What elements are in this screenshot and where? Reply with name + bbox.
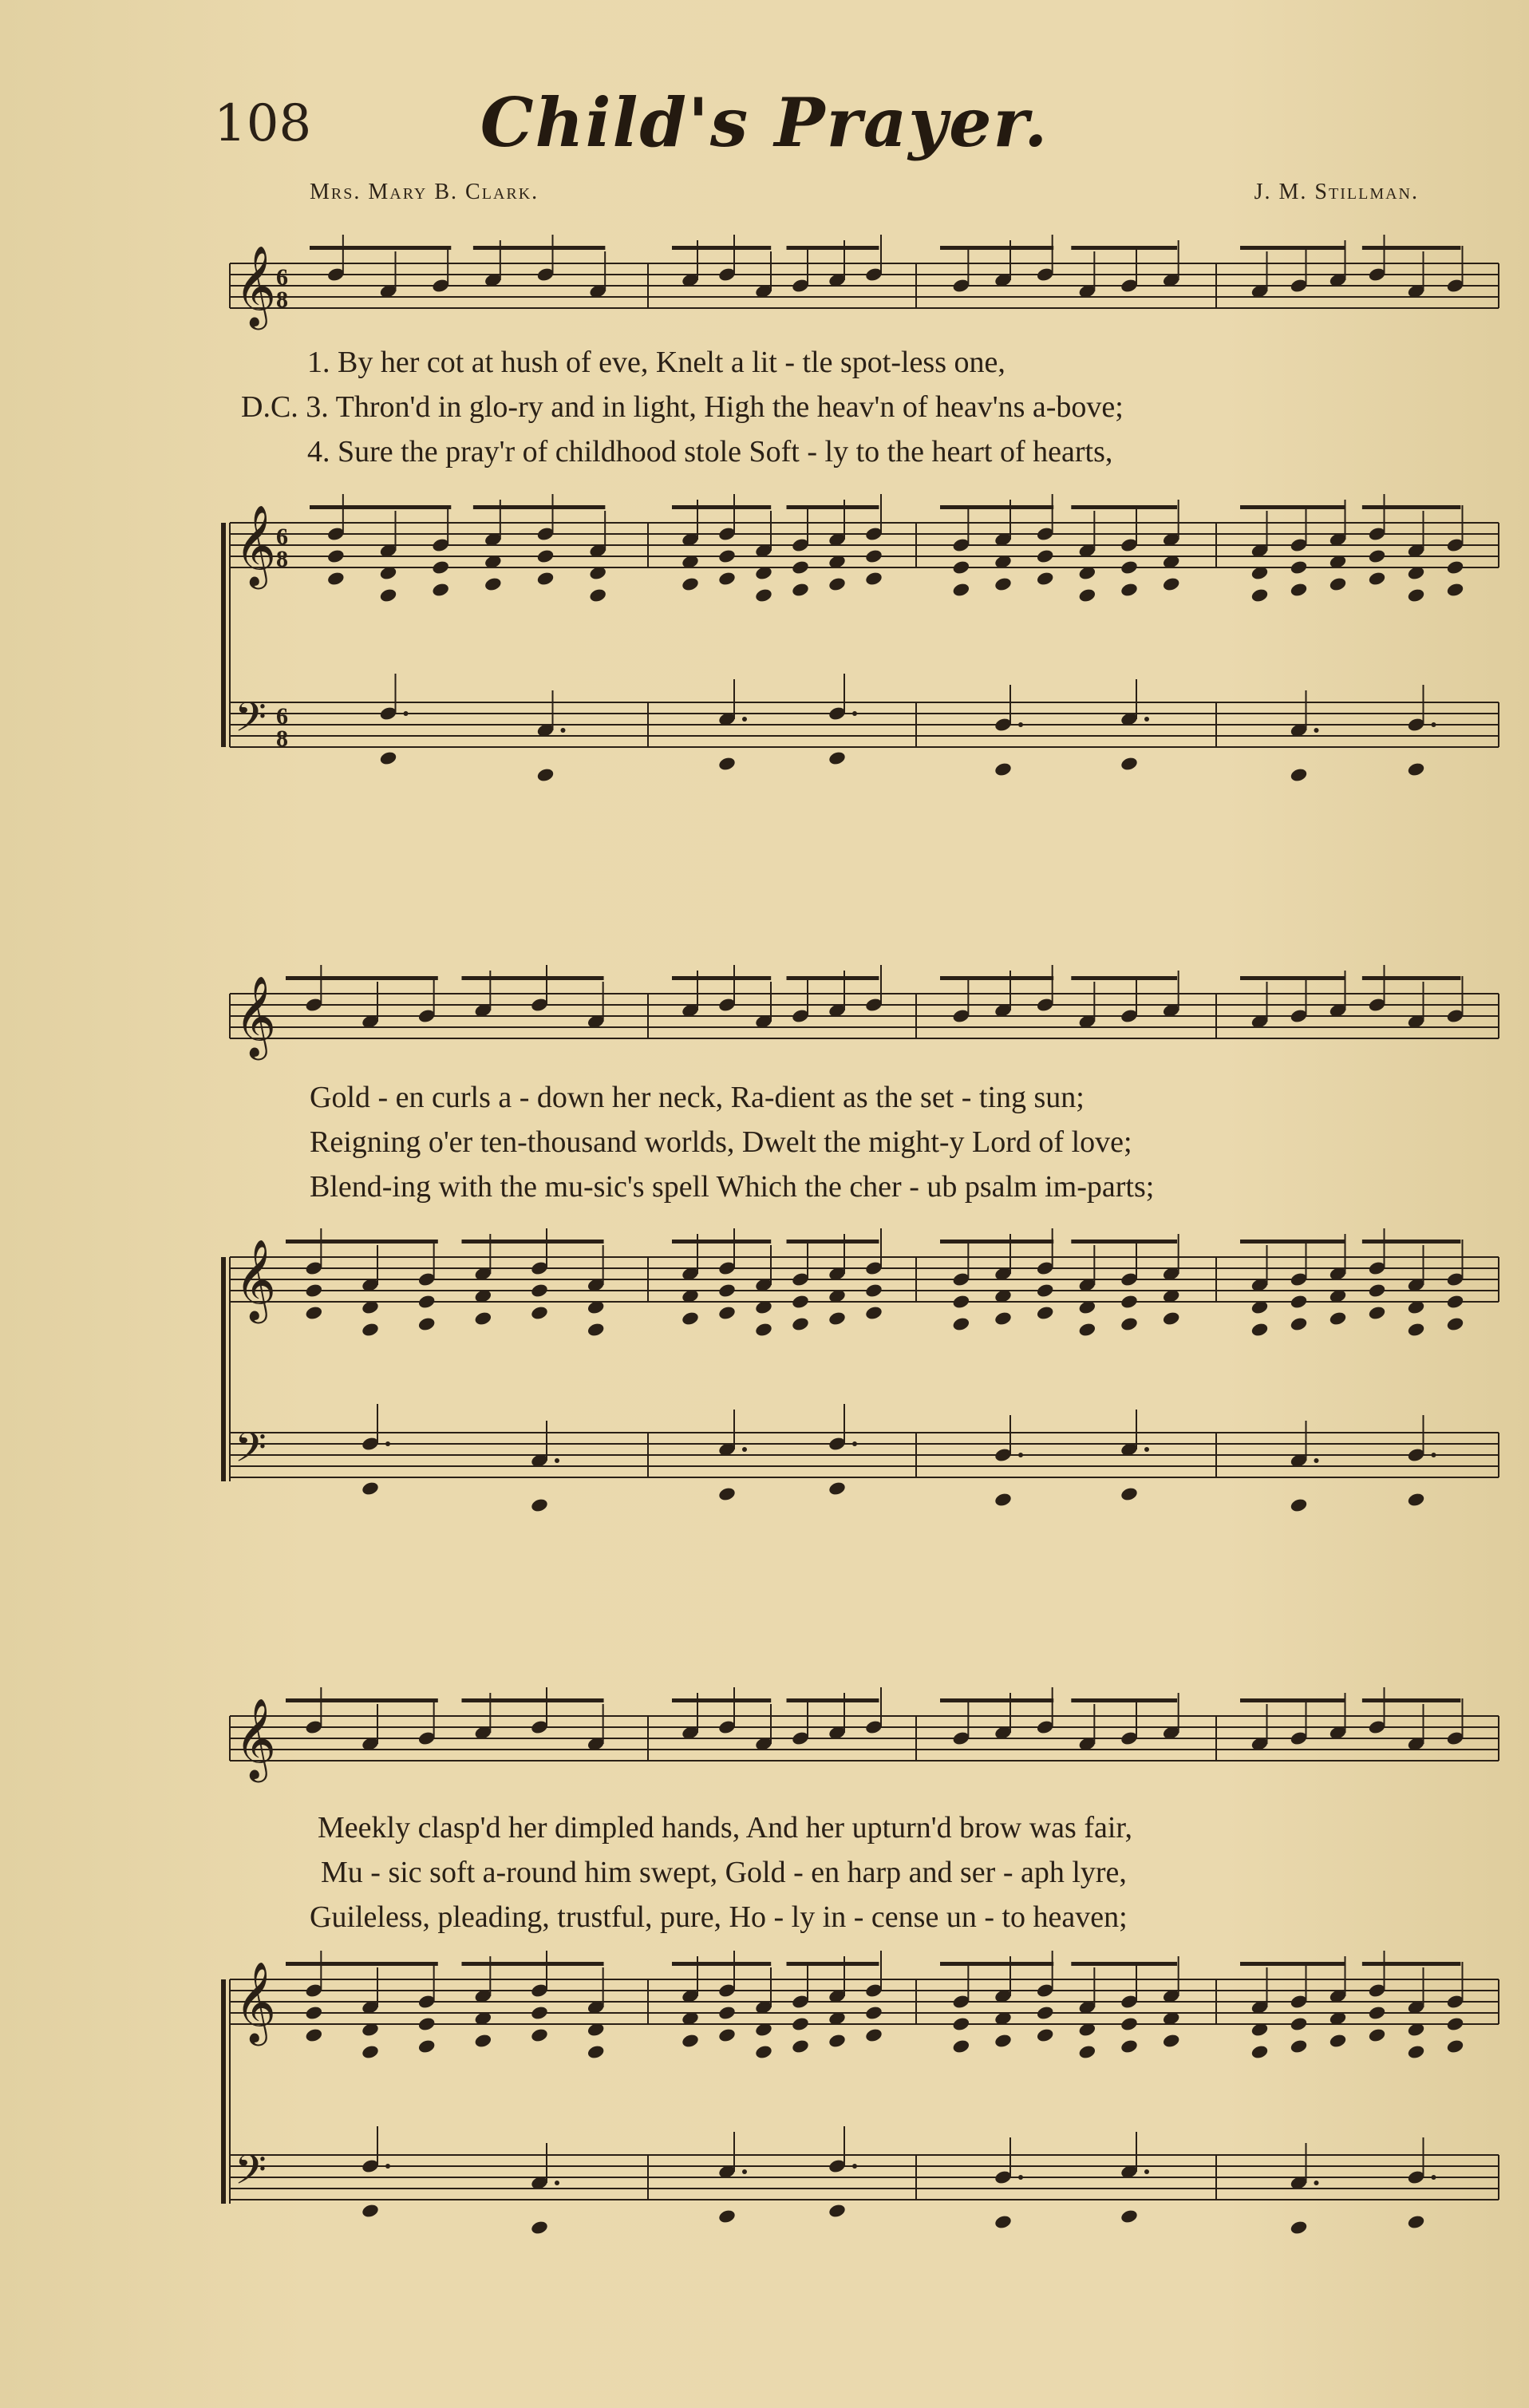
lyric-verse-1: Meekly clasp'd her dimpled hands, And her upturn'd brow was fair, bbox=[318, 1811, 1133, 1845]
time-signature-bottom: 8 bbox=[276, 546, 288, 572]
system-2-melody-staff bbox=[0, 962, 1529, 1066]
lyric-verse-3: Mu - sic soft a-round him swept, Gold - en harp and ser - aph lyre, bbox=[321, 1856, 1127, 1889]
lyric-verse-1: 1. By her cot at hush of eve, Knelt a lit - tle spot-less one, bbox=[307, 346, 1006, 379]
treble-clef-icon: 𝄞 bbox=[235, 1238, 277, 1320]
bass-clef-icon: 𝄢 bbox=[235, 693, 267, 751]
treble-clef-icon: 𝄞 bbox=[235, 1697, 277, 1779]
lyric-verse-4: Guileless, pleading, trustful, pure, Ho - ly in - cense un - to heaven; bbox=[310, 1900, 1128, 1934]
treble-clef-icon: 𝄞 bbox=[235, 504, 277, 586]
treble-clef-icon: 𝄞 bbox=[235, 975, 277, 1057]
system-2-accompaniment bbox=[0, 1225, 1529, 1568]
system-3-melody-staff bbox=[0, 1684, 1529, 1788]
time-signature-top: 6 bbox=[276, 703, 288, 730]
bass-clef-icon: 𝄢 bbox=[235, 2145, 267, 2204]
hymn-title: Child's Prayer. bbox=[480, 83, 1049, 162]
system-1-accompaniment bbox=[0, 491, 1529, 834]
time-signature-bottom: 8 bbox=[276, 726, 288, 752]
page-number: 108 bbox=[214, 94, 312, 153]
bass-clef-icon: 𝄢 bbox=[235, 1423, 267, 1481]
lyric-verse-4: 4. Sure the pray'r of childhood stole Soft - ly to the heart of hearts, bbox=[307, 435, 1113, 469]
composer-credit: J. M. Stillman. bbox=[1254, 180, 1419, 204]
author-credit: Mrs. Mary B. Clark. bbox=[310, 180, 539, 204]
time-signature-bottom: 8 bbox=[276, 287, 288, 313]
system-1-melody-staff bbox=[0, 231, 1529, 335]
lyric-verse-3: Reigning o'er ten-thousand worlds, Dwelt the might-y Lord of love; bbox=[310, 1125, 1132, 1159]
treble-clef-icon: 𝄞 bbox=[235, 244, 277, 326]
time-signature-top: 6 bbox=[276, 264, 288, 291]
system-3-accompaniment bbox=[0, 1947, 1529, 2291]
lyric-verse-1: Gold - en curls a - down her neck, Ra-dient as the set - ting sun; bbox=[310, 1081, 1085, 1114]
treble-clef-icon: 𝄞 bbox=[235, 1960, 277, 2042]
lyric-verse-3: D.C. 3. Thron'd in glo-ry and in light, High the heav'n of heav'ns a-bove; bbox=[241, 390, 1124, 424]
time-signature-top: 6 bbox=[276, 524, 288, 550]
lyric-verse-4: Blend-ing with the mu-sic's spell Which the cher - ub psalm im-parts; bbox=[310, 1170, 1155, 1204]
